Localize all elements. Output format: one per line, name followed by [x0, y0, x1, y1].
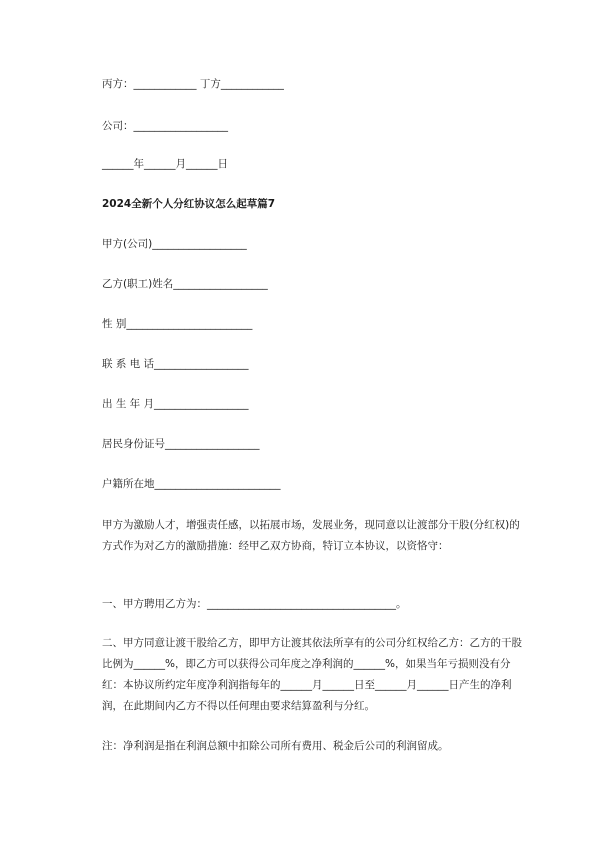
domicile-line: 户籍所在地________________________	[102, 478, 281, 490]
net-profit-note: 注：净利润是指在利润总额中扣除公司所有费用、税金后公司的利润留成。	[102, 740, 449, 752]
gender-line: 性 别________________________	[102, 318, 253, 330]
section-heading: 2024全新个人分红协议怎么起草篇7	[102, 198, 276, 210]
party-a-line: 甲方(公司)__________________	[102, 238, 247, 250]
party-c-d-line: 丙方：____________ 丁方____________	[102, 78, 284, 90]
phone-line: 联 系 电 话__________________	[102, 358, 249, 370]
clause-2: 二、甲方同意让渡干股给乙方，即甲方让渡其依法所享有的公司分红权给乙方：乙方的干股比例为______%，即乙方可以获得公司年度之净利润的______%，如果当年亏损则没有分红：本协议所约定年度净利润指每年的______月______日至______月______日产生的净利润，在此期间内乙方不得以任何理由要求结算盈利与分红。	[102, 637, 522, 712]
party-b-name-line: 乙方(职工)姓名__________________	[102, 278, 268, 290]
company-line: 公司：__________________	[102, 120, 228, 132]
birth-line: 出 生 年 月__________________	[102, 398, 249, 410]
id-number-line: 居民身份证号__________________	[102, 438, 260, 450]
clause-1: 一、甲方聘用乙方为：____________________________________。	[102, 598, 407, 610]
date-line: ______年______月______日	[102, 158, 228, 170]
intro-paragraph: 甲方为激励人才，增强责任感，以拓展市场，发展业务，现同意以让渡部分干股(分红权)的方式作为对乙方的激励措施：经甲乙双方协商，特订立本协议，以资恪守：	[102, 519, 520, 552]
